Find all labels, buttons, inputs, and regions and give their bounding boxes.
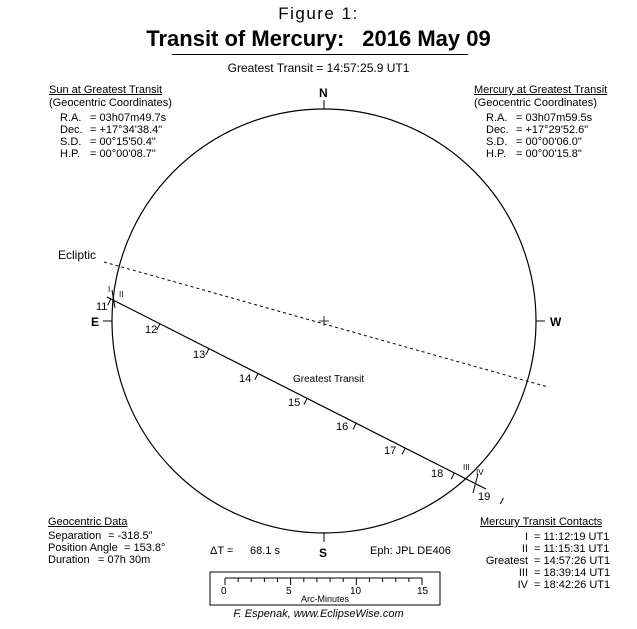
scale-ticks [225, 578, 422, 585]
scale-tick-label: 10 [350, 586, 362, 597]
row-value: = 00°15'50.4" [90, 136, 156, 148]
hour-tick [206, 349, 209, 355]
row-key: I [524, 531, 528, 543]
greatest-transit-label: Greatest Transit [293, 374, 365, 385]
mercury-ra-row [486, 112, 593, 124]
row-key: H.P. [60, 148, 80, 160]
hour-label: 14 [239, 373, 252, 385]
sun-ra-row [60, 112, 167, 124]
row-value: = 00°00'06.0" [516, 136, 582, 148]
scale-tick-label: 15 [417, 586, 429, 597]
row-key: Dec. [486, 124, 509, 136]
north-label: N [319, 86, 328, 100]
hour-label: 18 [431, 468, 444, 480]
south-label: S [319, 546, 328, 560]
delta-t-label: ΔT = [210, 545, 234, 557]
contact-marker-label: I [108, 285, 111, 294]
hour-tick [402, 448, 405, 454]
separation-row [48, 530, 153, 542]
row-key: II [521, 543, 528, 555]
west-label: W [550, 315, 562, 329]
mercury-box-heading: Mercury at Greatest Transit [474, 84, 608, 96]
row-value: = +17°34'38.4" [90, 124, 163, 136]
row-key: H.P. [486, 148, 506, 160]
sun-box-subheading: (Geocentric Coordinates) [49, 97, 172, 109]
hour-label: 15 [288, 397, 301, 409]
scale-tick-label: 5 [286, 586, 292, 597]
hour-label: 19 [478, 491, 491, 503]
row-key: IV [517, 579, 528, 591]
credit-line: F. Espenak, www.EclipseWise.com [233, 608, 404, 620]
hour-label: 11 [96, 301, 108, 313]
hour-label: 13 [193, 349, 206, 361]
row-key: S.D. [60, 136, 82, 148]
transit-path-ticks [108, 299, 504, 504]
row-value: = 18:39:14 UT1 [534, 567, 611, 579]
mercury-box-subheading: (Geocentric Coordinates) [474, 97, 597, 109]
east-label: E [91, 315, 100, 329]
row-value: = -318.5" [108, 530, 153, 542]
row-value: = 18:42:26 UT1 [534, 579, 611, 591]
row-key: Dec. [60, 124, 83, 136]
row-value: = 14:57:26 UT1 [534, 555, 611, 567]
ephemeris-label: Eph: JPL DE406 [370, 545, 451, 557]
sun-sd-row [60, 136, 156, 148]
row-key: III [518, 567, 528, 579]
contact-marker-label: III [463, 463, 470, 472]
title-date: 2016 May 09 [362, 26, 491, 51]
row-value: = 11:12:19 UT1 [534, 531, 610, 543]
hour-label: 16 [336, 421, 349, 433]
geocentric-data-heading: Geocentric Data [48, 516, 128, 528]
row-value: = 07h 30m [98, 554, 151, 566]
mercury-hp-row [486, 148, 582, 160]
hour-tick [108, 299, 111, 305]
row-key: Duration [48, 554, 90, 566]
hour-tick [255, 374, 258, 380]
row-key: R.A. [60, 112, 82, 124]
hour-tick [353, 423, 356, 429]
position-angle-row [48, 542, 166, 554]
contact-marker-label: II [119, 290, 124, 299]
hour-label: 12 [145, 324, 158, 336]
sun-hp-row [60, 148, 156, 160]
row-value: = 03h07m59.5s [516, 112, 593, 124]
mercury-sd-row [486, 136, 582, 148]
row-value: = 11:15:31 UT1 [534, 543, 610, 555]
sun-dec-row [60, 124, 163, 136]
ecliptic-label: Ecliptic [58, 248, 97, 262]
row-value: = 00°00'15.8" [516, 148, 582, 160]
hour-tick [500, 498, 503, 504]
row-key: Position Angle [48, 542, 118, 554]
scale-tick-label: 0 [221, 586, 227, 597]
contact-marker-label: IV [476, 468, 484, 477]
row-key: Separation [48, 530, 102, 542]
contacts-heading: Mercury Transit Contacts [480, 516, 603, 528]
row-key: Greatest [485, 555, 528, 567]
sun-box-heading: Sun at Greatest Transit [49, 84, 163, 96]
hour-tick [451, 473, 454, 479]
ecliptic-line [104, 262, 548, 387]
mercury-dec-row [486, 124, 589, 136]
row-value: = 00°00'08.7" [90, 148, 156, 160]
title-text: Transit of Mercury: [146, 26, 345, 51]
hour-label: 17 [384, 445, 397, 457]
scale-unit-label: Arc-Minutes [300, 594, 349, 604]
row-key: S.D. [486, 136, 508, 148]
row-key: R.A. [486, 112, 508, 124]
greatest-transit-time: Greatest Transit = 14:57:25.9 UT1 [227, 61, 410, 75]
figure-label: Figure 1: [278, 4, 359, 23]
row-value: = 153.8° [124, 542, 166, 554]
hour-tick [304, 398, 307, 404]
duration-row [48, 554, 151, 566]
row-value: = +17°29'52.6" [516, 124, 589, 136]
row-value: = 03h07m49.7s [90, 112, 167, 124]
delta-t-value: 68.1 s [250, 545, 280, 557]
